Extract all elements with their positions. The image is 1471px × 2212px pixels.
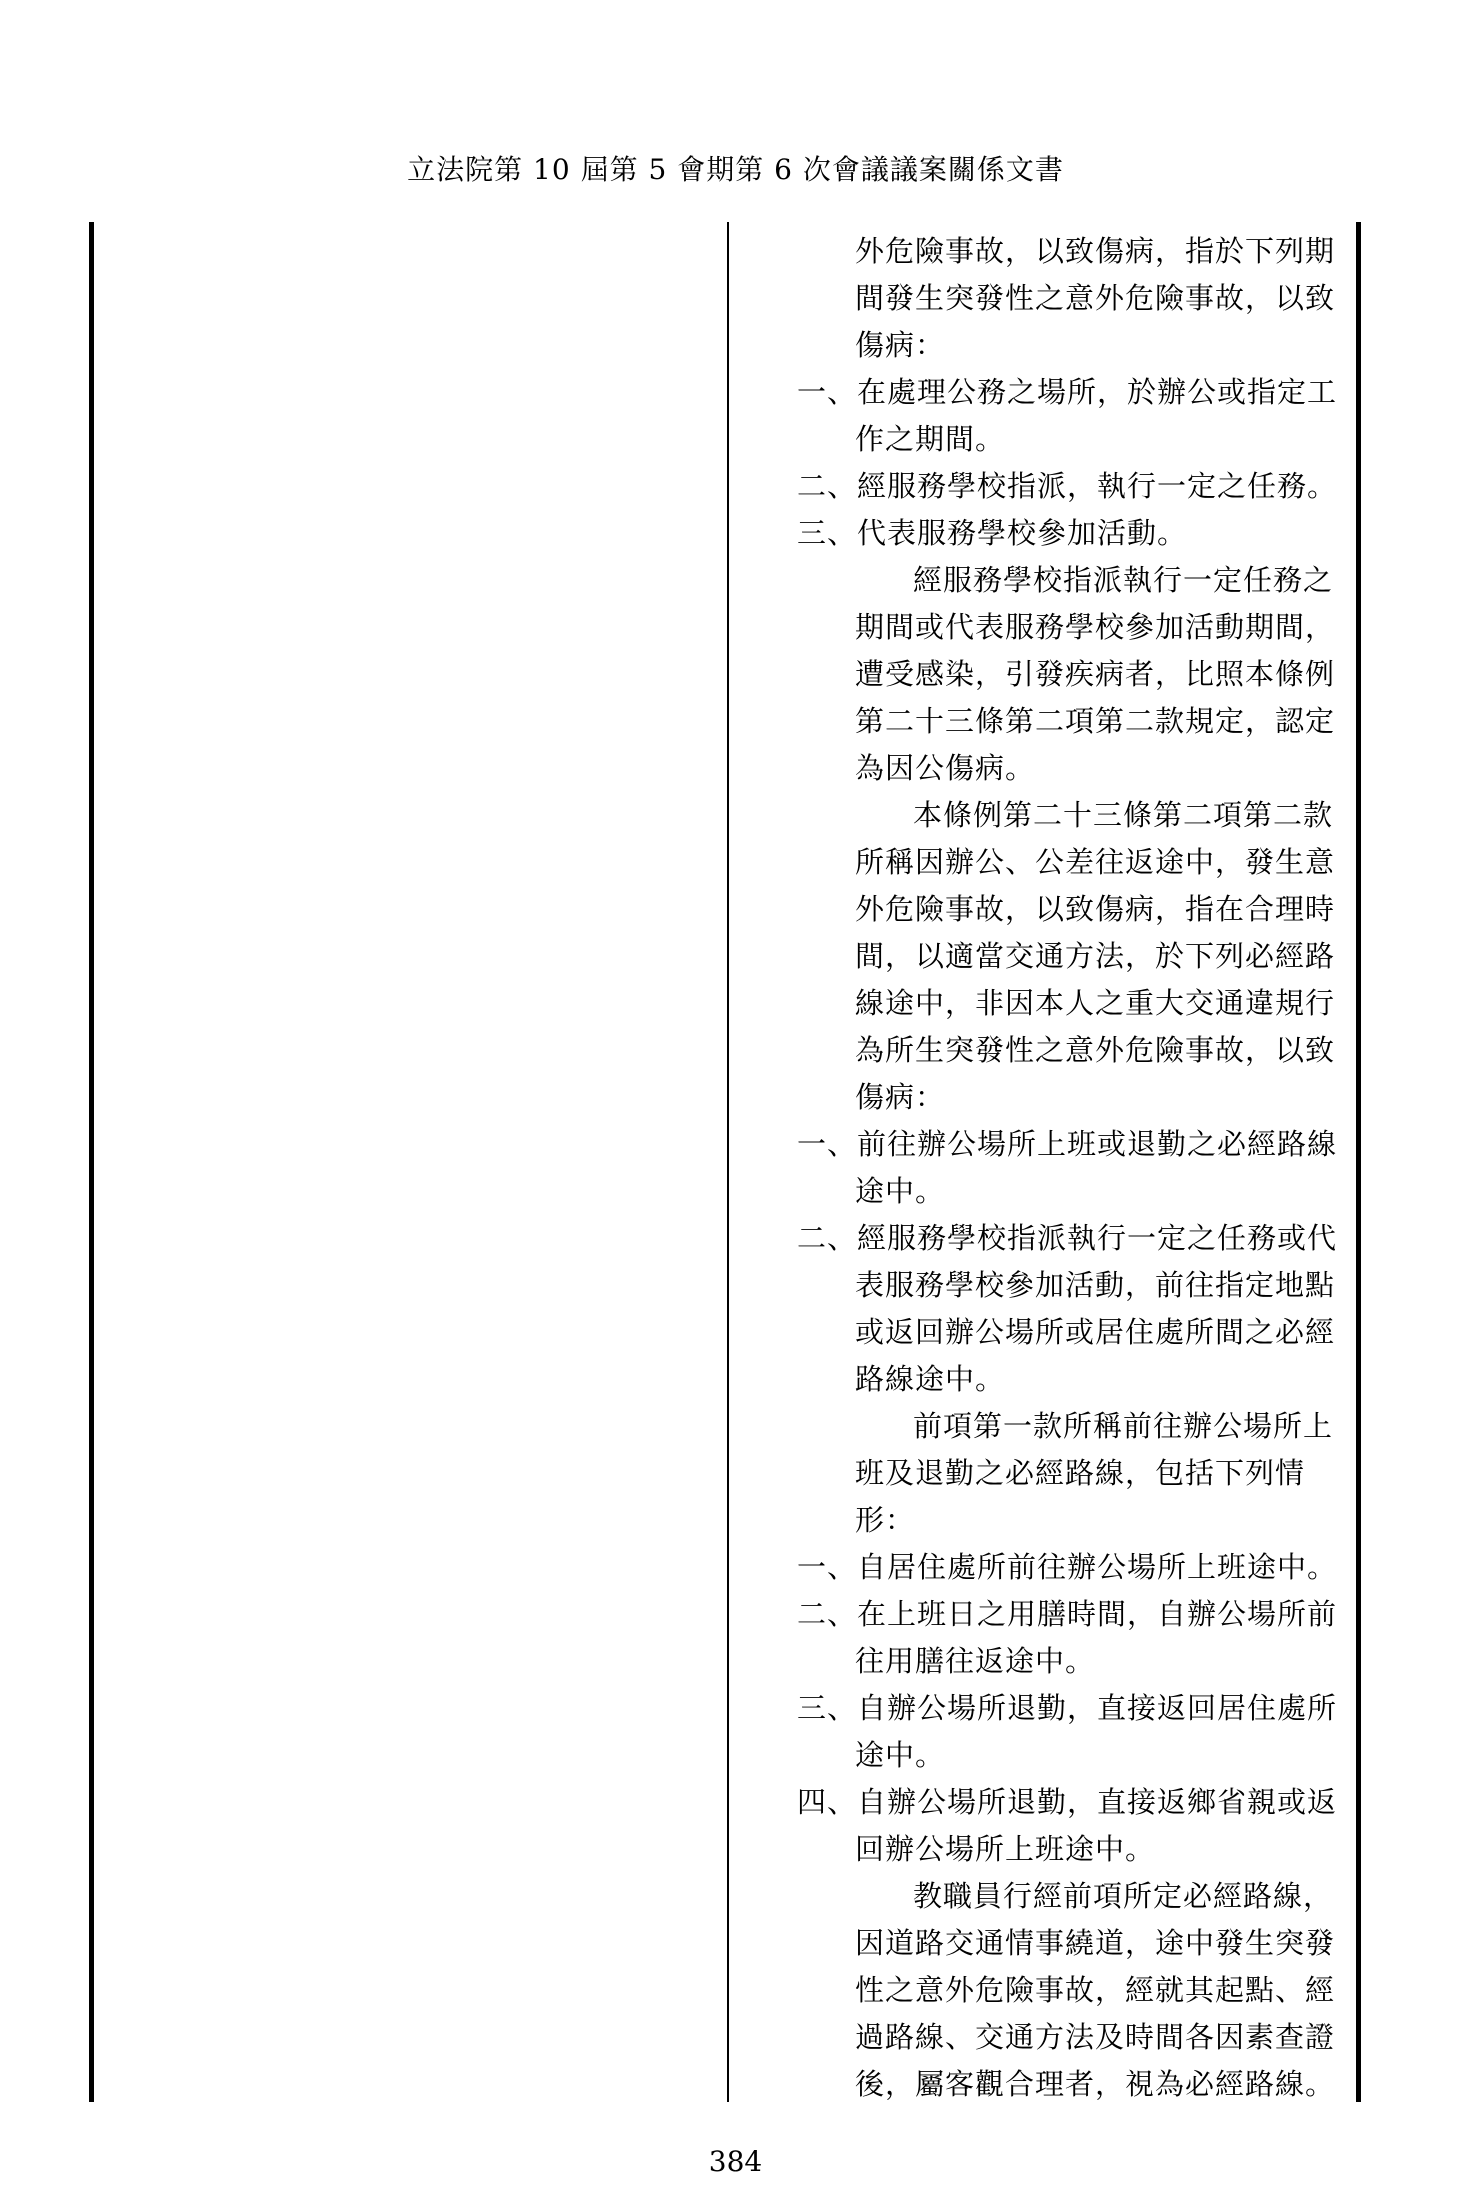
list-item: 一、前往辦公場所上班或退勤之必經路線途中。 xyxy=(797,1127,1338,1208)
list-item: 一、在處理公務之場所，於辦公或指定工作之期間。 xyxy=(797,375,1338,456)
list-item: 一、自居住處所前往辦公場所上班途中。 xyxy=(797,1550,1338,1584)
paragraph: 教職員行經前項所定必經路線，因道路交通情事繞道，途中發生突發性之意外危險事故，經就其起點、經過路線、交通方法及時間各因素查證後，屬客觀合理者，視為必經路線。 xyxy=(855,1879,1336,2101)
list-item: 三、自辦公場所退勤，直接返回居住處所途中。 xyxy=(797,1691,1338,1772)
paragraph-continuation: 外危險事故，以致傷病，指於下列期間發生突發性之意外危險事故，以致傷病： xyxy=(855,234,1336,362)
paragraph: 經服務學校指派執行一定任務之期間或代表服務學校參加活動期間，遭受感染，引發疾病者，比照本條例第二十三條第二項第二款規定，認定為因公傷病。 xyxy=(855,563,1336,785)
list-item: 二、經服務學校指派，執行一定之任務。 xyxy=(797,469,1338,503)
list-item: 二、在上班日之用膳時間，自辦公場所前往用膳往返途中。 xyxy=(797,1597,1338,1678)
paragraph: 本條例第二十三條第二項第二款所稱因辦公、公差往返途中，發生意外危險事故，以致傷病，指在合理時間，以適當交通方法，於下列必經路線途中，非因本人之重大交通違規行為所生突發性之意外危險事故，以致傷病： xyxy=(855,798,1336,1114)
page-header: 立法院第 10 屆第 5 會期第 6 次會議議案關係文書 xyxy=(407,153,1064,186)
column-divider xyxy=(727,222,729,2102)
right-border-rule xyxy=(1356,222,1361,2102)
list-item: 四、自辦公場所退勤，直接返鄉省親或返回辦公場所上班途中。 xyxy=(797,1785,1338,1866)
list-item: 三、代表服務學校參加活動。 xyxy=(797,516,1188,550)
list-item: 二、經服務學校指派執行一定之任務或代表服務學校參加活動，前往指定地點或返回辦公場所或居住處所間之必經路線途中。 xyxy=(797,1221,1338,1396)
paragraph: 前項第一款所稱前往辦公場所上班及退勤之必經路線，包括下列情形： xyxy=(855,1409,1334,1537)
right-column-text xyxy=(797,228,1350,2108)
left-border-rule xyxy=(89,222,94,2102)
page-number: 384 xyxy=(708,2145,763,2178)
